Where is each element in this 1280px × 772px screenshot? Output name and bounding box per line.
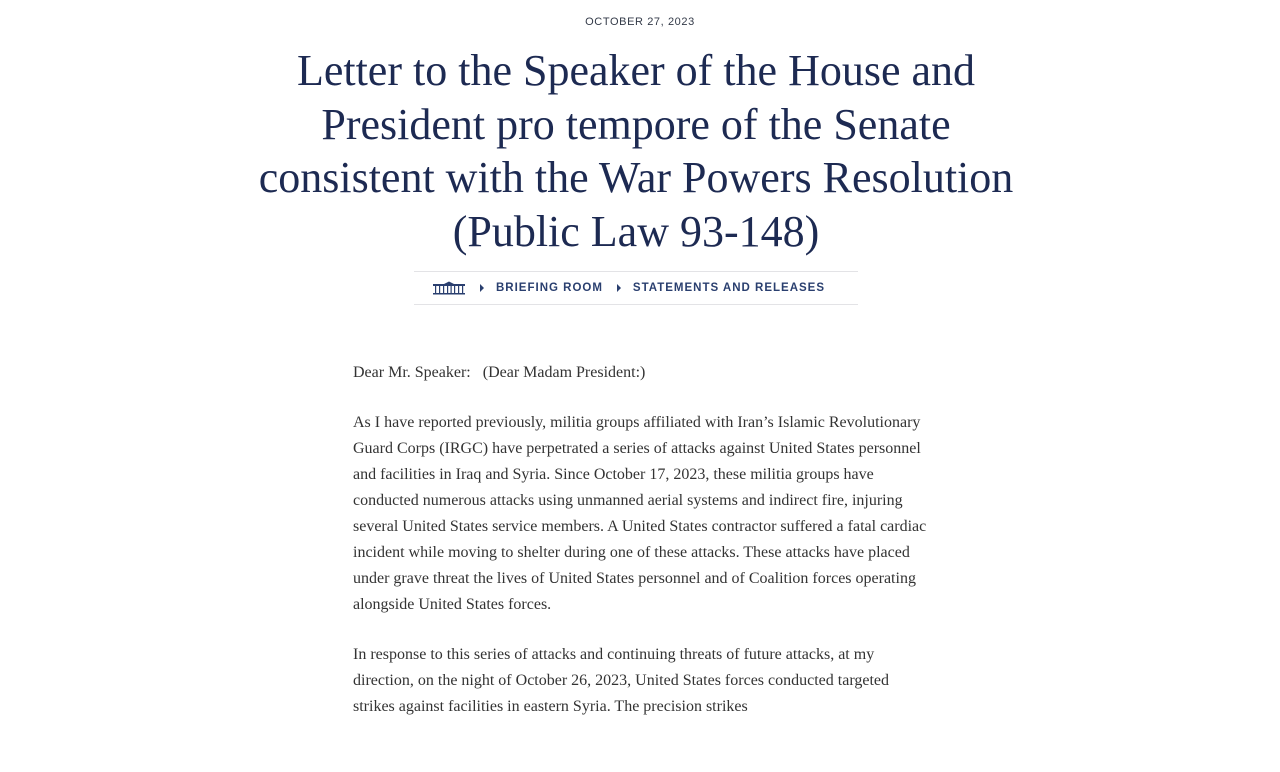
letter-paragraph: As I have reported previously, militia groups affiliated with Iran’s Islamic Revolutionary Guard Corps (IRGC) have perpetrated a series of attacks against United States personnel and facilities in Iraq and Syria. Since October 17, 2023, these militia groups have conducted numerous attacks using unmanned aerial systems and indirect fire, injuring several United States service members. A United States contractor suffered a fatal cardiac incident while moving to shelter during one of these attacks. These attacks have placed under grave threat the lives of United States personnel and of Coalition forces operating alongside United States forces. — [353, 414, 927, 613]
letter-salutation: Dear Mr. Speaker: (Dear Madam President:) — [353, 364, 646, 381]
letter-paragraph: In response to this series of attacks and continuing threats of future attacks, at my direction, on the night of October 26, 2023, United States forces conducted targeted strikes against facilities in eastern Syria. The precision strikes — [353, 646, 889, 715]
breadcrumb-briefing-room[interactable]: BRIEFING ROOM — [496, 282, 603, 294]
publish-date: OCTOBER 27, 2023 — [585, 16, 695, 28]
white-house-icon[interactable] — [432, 281, 466, 295]
chevron-right-icon — [617, 284, 621, 292]
chevron-right-icon — [480, 284, 484, 292]
breadcrumb — [414, 271, 858, 305]
page-title: Letter to the Speaker of the House and President pro tempore of the Senate consistent with the War Powers Resolution (Public Law 93-148) — [258, 46, 1014, 256]
breadcrumb-statements-and-releases[interactable]: STATEMENTS AND RELEASES — [632, 282, 826, 294]
letter-body — [353, 360, 928, 744]
